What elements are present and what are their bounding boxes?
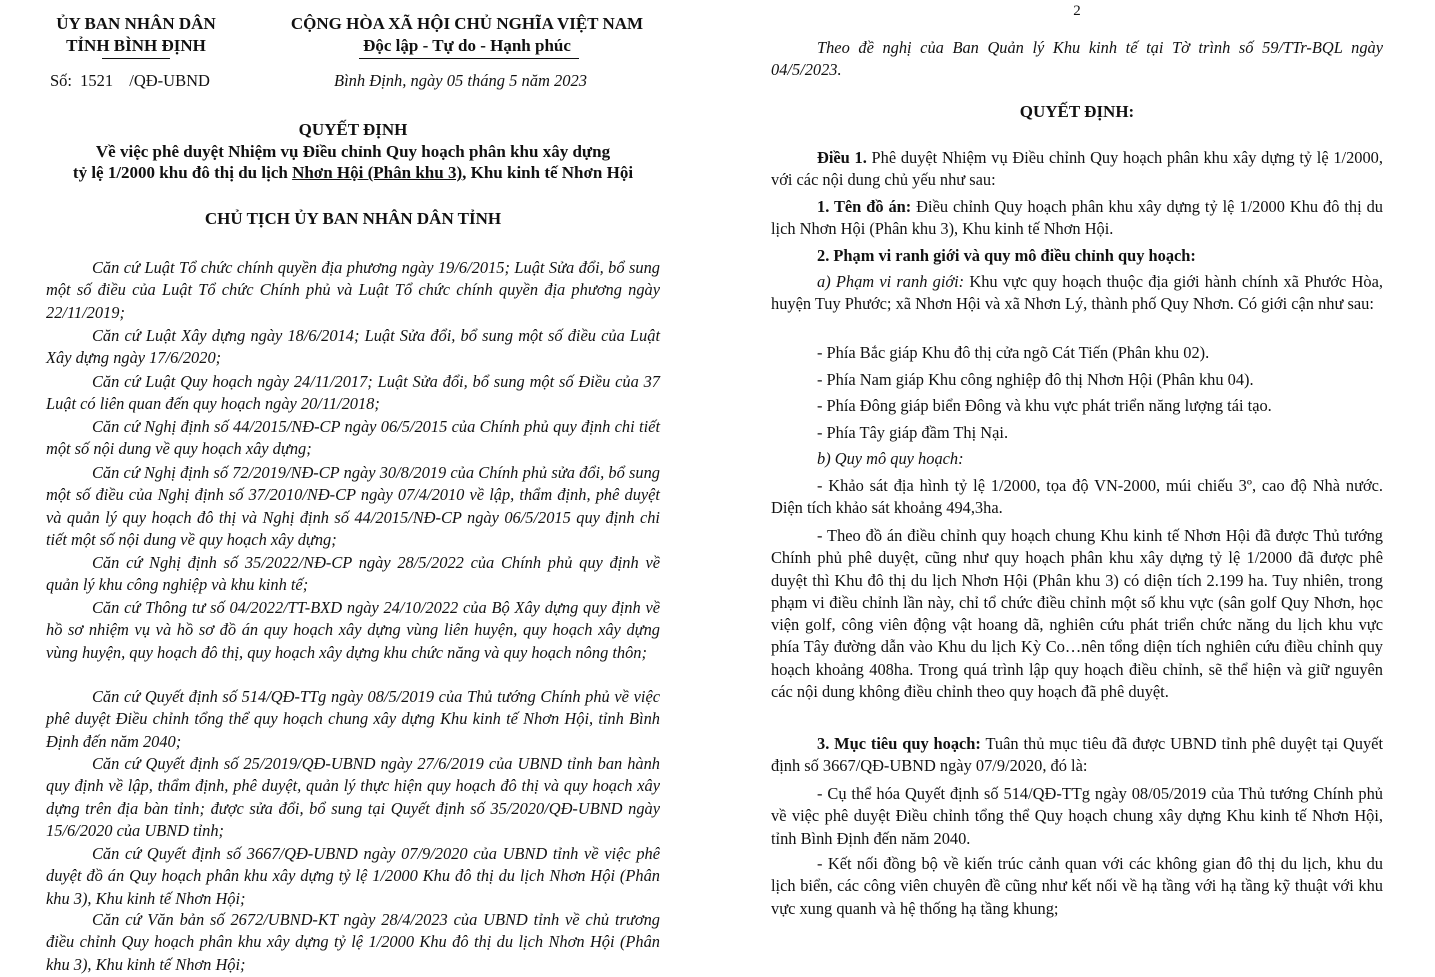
legal-basis-6: Căn cứ Nghị định số 35/2022/NĐ-CP ngày 28/5/2022 của Chính phủ quy định về quản lý khu công nghiệp và khu kinh tế; [46, 553, 660, 595]
nation-line-2: Độc lập - Tự do - Hạnh phúc [363, 36, 571, 55]
number-prefix: Số: [50, 71, 73, 90]
legal-basis-1: Căn cứ Luật Tổ chức chính quyền địa phương ngày 19/6/2015; Luật Sửa đổi, bổ sung một số điều của Luật Tổ chức Chính phủ và Luật Tổ chức chính quyền địa phương ngày 22/11/2019; [46, 258, 660, 322]
legal-basis-4: Căn cứ Nghị định số 44/2015/NĐ-CP ngày 06/5/2015 của Chính phủ quy định chi tiết một số nội dung về quy hoạch xây dựng; [46, 417, 660, 459]
section-3-text: Tuân thủ mục tiêu đã được UBND tỉnh phê duyệt tại Quyết định số 3667/QĐ-UBND ngày 07/9/2020, đó là: [771, 734, 1384, 776]
section-1-name [771, 196, 1383, 241]
legal-basis-7: Căn cứ Thông tư số 04/2022/TT-BXD ngày 24/10/2022 của Bộ Xây dựng quy định về hồ sơ nhiệm vụ và hồ sơ đồ án quy hoạch xây dựng vùng liên huyện, quy hoạch xây dựng vùng huyện, quy hoạch đô thị, quy hoạch xây dựng khu chức năng và quy hoạch nông thôn; [46, 598, 660, 662]
agency-underline [102, 58, 170, 59]
subject-part-c: , Khu kinh tế Nhơn Hội [462, 163, 634, 182]
objective-2: - Kết nối đồng bộ về kiến trúc cảnh quan với các không gian đô thị du lịch, khu du lịch biển, các công viên chuyên đề cũng như kết nối về hạ tầng với hạ tầng kỹ thuật với khu vực xung quanh và hệ thống hạ tầng khung; [771, 854, 1383, 918]
section-2a-text: Khu vực quy hoạch thuộc địa giới hành chính xã Phước Hòa, huyện Tuy Phước; xã Nhơn Hội và xã Nhơn Lý, thành phố Quy Nhơn. Có giới cận như sau: [771, 272, 1383, 314]
section-2a [771, 271, 1383, 316]
legal-basis-11: Căn cứ Văn bản số 2672/UBND-KT ngày 28/4/2023 của UBND tỉnh về chủ trương điều chỉnh Quy hoạch phân khu xây dựng tỷ lệ 1/2000 Khu đô thị du lịch Nhơn Hội (Phân khu 3), Khu kinh tế Nhơn Hội; [46, 910, 660, 974]
section-3-label: 3. Mục tiêu quy hoạch: [817, 734, 981, 753]
boundary-south: - Phía Nam giáp Khu công nghiệp đô thị Nhơn Hội (Phân khu 04). [817, 370, 1254, 389]
legal-basis-10: Căn cứ Quyết định số 3667/QĐ-UBND ngày 07/9/2020 của UBND tỉnh về việc phê duyệt đồ án Quy hoạch phân khu xây dựng tỷ lệ 1/2000 Khu đô thị du lịch Nhơn Hội (Phân khu 3), Khu kinh tế Nhơn Hội; [46, 844, 660, 908]
legal-basis-8: Căn cứ Quyết định số 514/QĐ-TTg ngày 08/5/2019 của Thủ tướng Chính phủ về việc phê duyệt Điều chỉnh tổng thể quy hoạch chung xây dựng Khu kinh tế Nhơn Hội, tỉnh Bình Định đến năm 2040; [46, 687, 660, 751]
article-1-label: Điều 1. [817, 148, 867, 167]
national-motto [272, 13, 662, 57]
nation-line-1: CỘNG HÒA XÃ HỘI CHỦ NGHĨA VIỆT NAM [290, 14, 644, 33]
legal-basis-5: Căn cứ Nghị định số 72/2019/NĐ-CP ngày 30/8/2019 của Chính phủ sửa đổi, bổ sung một số điều của Nghị định số 37/2010/NĐ-CP ngày 07/4/2010 về lập, thẩm định, phê duyệt và quản lý quy hoạch đô thị và Nghị định số 44/2015/NĐ-CP ngày 06/5/2015 quy định chi tiết một số nội dung về quy hoạch xây dựng; [46, 463, 660, 549]
legal-basis-9: Căn cứ Quyết định số 25/2019/QĐ-UBND ngày 27/6/2019 của UBND tỉnh ban hành quy định về lập, thẩm định, phê duyệt, quản lý thực hiện quy hoạch đô thị và quy hoạch xây dựng trên địa bàn tỉnh; được sửa đổi, bổ sung tại Quyết định số 35/2020/QĐ-UBND ngày 15/6/2020 của UBND tỉnh; [46, 754, 660, 840]
objective-1: - Cụ thể hóa Quyết định số 514/QĐ-TTg ngày 08/05/2019 của Thủ tướng Chính phủ về việc phê duyệt Điều chỉnh tổng thể Quy hoạch chung xây dựng Khu kinh tế Nhơn Hội, tỉnh Bình Định đến năm 2040. [771, 784, 1383, 848]
section-2-heading: 2. Phạm vi ranh giới và quy mô điều chỉnh quy hoạch: [817, 246, 1196, 265]
subject-part-b: Nhơn Hội (Phân khu 3) [292, 163, 463, 182]
section-1-text: Điều chỉnh Quy hoạch phân khu xây dựng tỷ lệ 1/2000 Khu đô thị du lịch Nhơn Hội (Phân khu 3), Khu kinh tế Nhơn Hội. [771, 197, 1383, 239]
motto-underline [359, 58, 579, 59]
area-paragraph: - Theo đồ án điều chỉnh quy hoạch chung Khu kinh tế Nhơn Hội đã được Thủ tướng Chính phủ phê duyệt, cũng như quy hoạch phân khu xây dựng tỷ lệ 1/2000 đã được phê duyệt thì Khu đô thị du lịch Nhơn Hội (Phân khu 3) có diện tích 2.199 ha. Tuy nhiên, trong phạm vi điều chỉnh lần này, chỉ tổ chức điều chỉnh một số khu vực (sân golf Quy Nhơn, học viện golf, công viên động vật hoang dã, nghiên cứu phát triển chức năng du lịch khu vực phía Tây đường dẫn vào Khu du lịch Kỳ Co…nên tổng diện tích nghiên cứu điều chỉnh quy hoạch khoảng 408ha. Trong quá trình lập quy hoạch điều chỉnh, sẽ thể hiện và giữ nguyên các nội dung không điều chỉnh theo quy hoạch đã phê duyệt. [771, 526, 1383, 702]
document-number [50, 71, 210, 91]
agency-name [46, 13, 226, 57]
article-1-text: Phê duyệt Nhiệm vụ Điều chỉnh Quy hoạch phân khu xây dựng tỷ lệ 1/2000, với các nội dung chủ yếu như sau: [771, 148, 1383, 190]
subject-part-a: tỷ lệ 1/2000 khu đô thị du lịch [72, 163, 293, 182]
section-3 [771, 733, 1383, 778]
subject-line-2 [46, 162, 660, 184]
legal-basis-2: Căn cứ Luật Xây dựng ngày 18/6/2014; Luật Sửa đổi, bổ sung một số điều của Luật Xây dựng ngày 17/6/2020; [46, 326, 660, 368]
section-2a-label: a) Phạm vi ranh giới: [817, 272, 965, 291]
section-2b-label: b) Quy mô quy hoạch: [817, 449, 964, 468]
legal-basis-3: Căn cứ Luật Quy hoạch ngày 24/11/2017; Luật Sửa đổi, bổ sung một số Điều của 37 Luật có liên quan đến quy hoạch ngày 20/11/2018; [46, 372, 660, 414]
article-1 [771, 147, 1383, 192]
decision-heading: QUYẾT ĐỊNH: [1019, 102, 1135, 121]
place-date: Bình Định, ngày 05 tháng 5 năm 2023 [334, 71, 587, 90]
subject-line-1: Về việc phê duyệt Nhiệm vụ Điều chỉnh Quy hoạch phân khu xây dựng [95, 142, 611, 161]
number-suffix: /QĐ-UBND [129, 71, 210, 90]
proposal-paragraph: Theo đề nghị của Ban Quản lý Khu kinh tế tại Tờ trình số 59/TTr-BQL ngày 04/5/2023. [771, 38, 1383, 80]
section-1-label: 1. Tên đồ án: [817, 197, 912, 216]
number-value: 1521 [80, 71, 114, 90]
boundary-north: - Phía Bắc giáp Khu đô thị cửa ngõ Cát Tiến (Phân khu 02). [817, 343, 1210, 362]
survey-paragraph: - Khảo sát địa hình tỷ lệ 1/2000, tọa độ VN-2000, múi chiếu 3º, cao độ Nhà nước. Diện tích khảo sát khoảng 494,3ha. [771, 476, 1383, 518]
doc-type: QUYẾT ĐỊNH [298, 120, 408, 139]
authority-heading: CHỦ TỊCH ỦY BAN NHÂN DÂN TỈNH [204, 209, 502, 228]
boundary-west: - Phía Tây giáp đầm Thị Nại. [817, 423, 1009, 442]
page-number: 2 [1073, 3, 1081, 19]
boundary-east: - Phía Đông giáp biển Đông và khu vực phát triển năng lượng tái tạo. [817, 396, 1272, 415]
agency-line-1: ỦY BAN NHÂN DÂN [56, 14, 216, 33]
agency-line-2: TỈNH BÌNH ĐỊNH [66, 36, 206, 55]
